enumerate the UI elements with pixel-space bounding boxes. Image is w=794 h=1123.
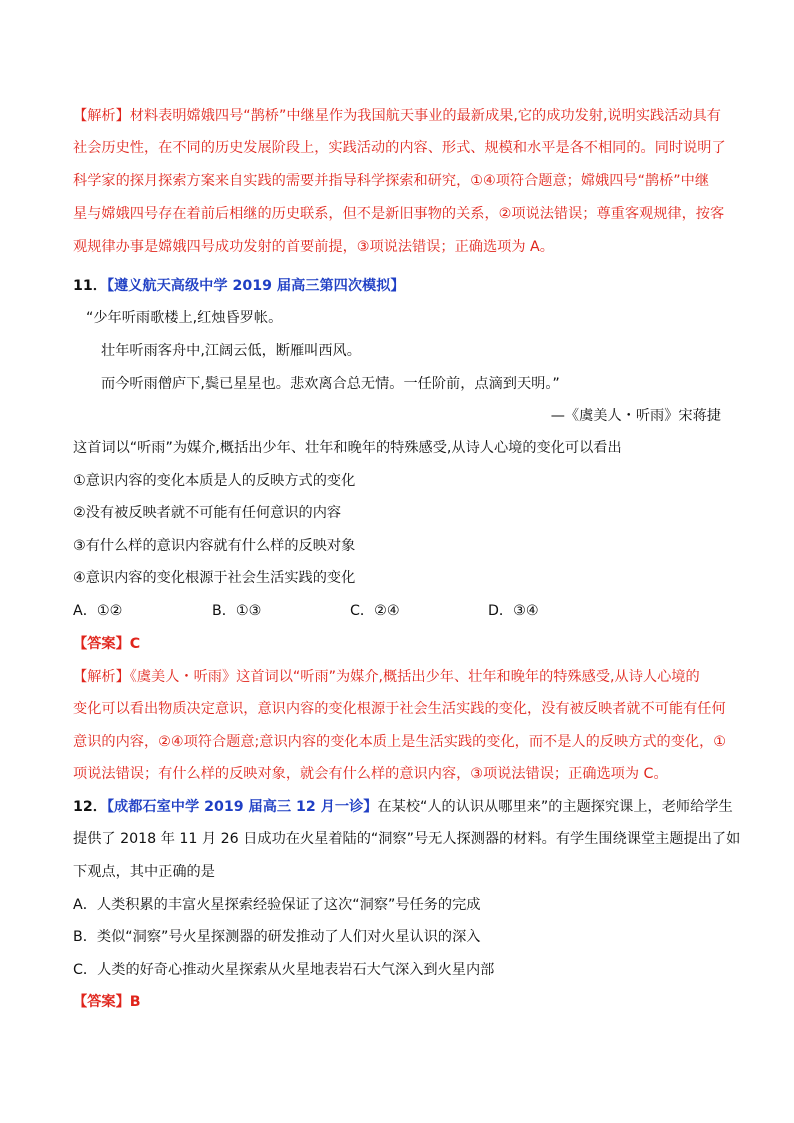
q11-analysis-line-1: 【解析】《虞美人・听雨》这首词以“听雨”为媒介,概括出少年、壮年和晚年的特殊感受,从诗人心境的 <box>73 669 700 685</box>
q11-statement-1: ①意识内容的变化本质是人的反映方式的变化 <box>73 473 356 489</box>
q10-analysis-line-3: 科学家的探月探索方案来自实践的需要并指导科学探索和研究，①④项符合题意；嫦娥四号“鹊桥”中继 <box>73 173 710 189</box>
q12-stem-line-2: 下观点，其中正确的是 <box>73 864 215 880</box>
q11-attribution: —《虞美人・听雨》宋蒋捷 <box>550 408 721 424</box>
q11-statement-4: ④意识内容的变化根源于社会生活实践的变化 <box>73 570 356 586</box>
q12-option-a: A．人类积累的丰富火星探索经验保证了这次“洞察”号任务的完成 <box>73 897 481 913</box>
q10-analysis-line-4: 星与嫦娥四号存在着前后相继的历史联系，但不是新旧事物的关系，②项说法错误；尊重客观规律，按客 <box>73 206 725 222</box>
q12-stem-line-1: 提供了 2018 年 11 月 26 日成功在火星着陆的“洞察”号无人探测器的材料。有学生围绕课堂主题提出了如 <box>73 831 741 847</box>
q11-option-c: C．②④ <box>350 603 400 619</box>
q11-analysis-line-3: 意识的内容，②④项符合题意;意识内容的变化本质上是生活实践的变化，而不是人的反映方式的变化，① <box>73 734 727 750</box>
q10-analysis-line-2: 社会历史性，在不同的历史发展阶段上，实践活动的内容、形式、规模和水平是各不相同的。同时说明了 <box>73 140 726 156</box>
q11-option-a: A．①② <box>73 603 123 619</box>
q11-option-d: D．③④ <box>488 603 539 619</box>
q11-source: 【遵义航天高级中学 2019 届高三第四次模拟】 <box>106 278 405 294</box>
q10-analysis-line-1: 【解析】材料表明嫦娥四号“鹊桥”中继星作为我国航天事业的最新成果,它的成功发射,说明实践活动具有 <box>73 108 721 124</box>
q11-statement-2: ②没有被反映者就不可能有任何意识的内容 <box>73 505 342 521</box>
q12-number: 12． <box>73 799 107 815</box>
q11-statement-3: ③有什么样的意识内容就有什么样的反映对象 <box>73 538 356 554</box>
q11-poem-line-1: “少年听雨歌楼上,红烛昏罗帐。 <box>86 310 283 326</box>
q11-number: 11． <box>73 278 107 294</box>
q12-source: 【成都石室中学 2019 届高三 12 月一诊】 <box>106 799 378 815</box>
q11-poem-line-3: 而今听雨僧庐下,鬓已星星也。悲欢离合总无情。一任阶前，点滴到天明。” <box>101 376 560 392</box>
q11-analysis-line-2: 变化可以看出物质决定意识，意识内容的变化根源于社会生活实践的变化，没有被反映者就不可能有任何 <box>73 701 726 717</box>
q11-option-b: B．①③ <box>212 603 262 619</box>
q10-analysis-line-5: 观规律办事是嫦娥四号成功发射的首要前提，③项说法错误；正确选项为 A。 <box>73 239 554 255</box>
q12-stem-first: 在某校“人的认识从哪里来”的主题探究课上，老师给学生 <box>377 799 733 815</box>
q11-header <box>73 276 405 296</box>
q11-analysis-line-4: 项说法错误；有什么样的反映对象，就会有什么样的意识内容，③项说法错误；正确选项为 C。 <box>73 766 668 782</box>
q11-stem: 这首词以“听雨”为媒介,概括出少年、壮年和晚年的特殊感受,从诗人心境的变化可以看出 <box>73 440 622 456</box>
q12-option-c: C．人类的好奇心推动火星探索从火星地表岩石大气深入到火星内部 <box>73 962 495 978</box>
q12-header <box>73 797 733 817</box>
q11-poem-line-2: 壮年听雨客舟中,江阔云低，断雁叫西风。 <box>101 343 361 359</box>
q11-answer: 【答案】C <box>73 636 141 652</box>
q12-answer: 【答案】B <box>73 994 141 1010</box>
q12-option-b: B．类似“洞察”号火星探测器的研发推动了人们对火星认识的深入 <box>73 929 481 945</box>
